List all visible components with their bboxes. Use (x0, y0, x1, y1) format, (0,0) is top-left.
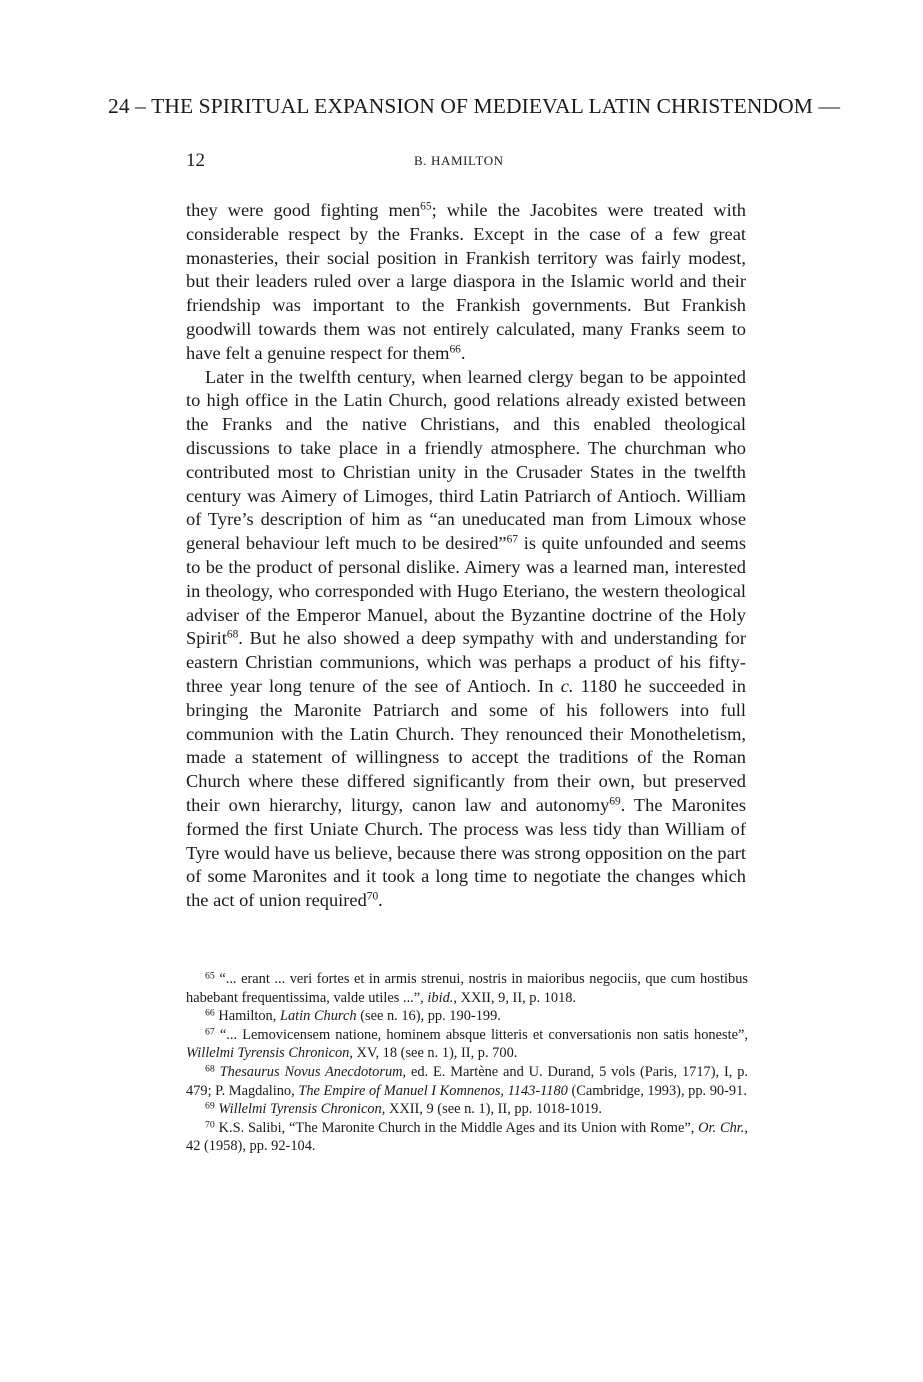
footnote-69: $^{69}$ Willelmi Tyrensis Chronicon, XXII, 9 (see n. 1), II, pp. 1018-1019. (205, 1100, 602, 1118)
author-header: B. HAMILTON (414, 153, 504, 168)
footnote-67: $^{67}$ “... Lemovicensem natione, hominem absque litteris et conversationis non satis honeste”, Willelmi Tyrensis Chronicon, XV, 18 (see n. 1), II, p. 700. (186, 1026, 748, 1062)
page-number: 12 (186, 150, 205, 171)
running-head: 24 – THE SPIRITUAL EXPANSION OF MEDIEVAL LATIN CHRISTENDOM — (108, 94, 841, 118)
footnote-65: $^{65}$ “... erant ... veri fortes et in armis strenui, nostris in maioribus negociis, que cum hostibus habebant frequentissima, valde utiles ...”, ibid., XXII, 9, II, p. 1018. (186, 970, 748, 1006)
footnote-68: $^{68}$ Thesaurus Novus Anecdotorum, ed. E. Martène and U. Durand, 5 vols (Paris, 1717), I, p. 479; P. Magdalino, The Empire of Manuel I Komnenos, 1143-1180 (Cambridge, 1993), pp. 90-91. (186, 1063, 748, 1099)
footnote-ref-69: 69 (609, 795, 621, 808)
footnote-66: $^{66}$ Hamilton, Latin Church (see n. 16), pp. 190-199. (205, 1007, 501, 1025)
footnote-ref-65: 65 (420, 200, 432, 213)
footnote-ref-68: 68 (226, 629, 239, 642)
paragraph-2: Later in the twelfth century, when learned clergy began to be appointed to high office in the Latin Church, good relations already existed between the Franks and the native Christians, and this enabled theological discussions to take place in a friendly atmosphere. The churchman who contributed most to Christian unity in the Crusader States in the twelfth century was Aimery of Limoges, third Latin Patriarch of Antioch. William of Tyre’s description of him as “an uneducated man from Limoux whose general behaviour left much to be desired”$^{67}$ is quite unfounded and seems to be the product of personal dislike. Aimery was a learned man, interested in theology, who corresponded with Hugo Eteriano, the western theological adviser of the Emperor Manuel, about the Byzantine doctrine of the Holy Spirit$^{68}$. But he also showed a deep sympathy with and understanding for eastern Christian communions, which was perhaps a product of his fifty-three year long tenure of the see of Antioch. In c. 1180 he succeeded in bringing the Maronite Patriarch and some of his followers into full communion with the Latin Church. They renounced their Monotheletism, made a statement of willingness to accept the traditions of the Roman Church where these differed significantly from their own, but preserved their own hierarchy, liturgy, canon law and autonomy$^{69}$. The Maronites formed the first Uniate Church. The process was less tidy than William of Tyre would have us believe, because there was strong opposition on the part of some Maronites and it took a long time to negotiate the changes which the act of union required$^{70}$. (186, 366, 747, 911)
footnote-ref-70: 70 (366, 890, 379, 903)
footnote-ref-67: 67 (506, 533, 518, 546)
main-text (186, 199, 746, 913)
paragraph-1: they were good fighting men$^{65}$; while the Jacobites were treated with considerable respect by the Franks. Except in the case of a few great monasteries, their social position in Frankish territory was fairly modest, but their leaders ruled over a large diaspora in the Islamic world and their friendship was important to the Frankish governments. But Frankish goodwill towards them was not entirely calculated, many Franks seem to have felt a genuine respect for them$^{66}$. (186, 200, 746, 363)
footnotes (186, 970, 748, 1156)
footnote-70: $^{70}$ K.S. Salibi, “The Maronite Church in the Middle Ages and its Union with Rome”, Or. Chr., 42 (1958), pp. 92-104. (186, 1119, 748, 1155)
footnote-ref-66: 66 (449, 343, 461, 356)
